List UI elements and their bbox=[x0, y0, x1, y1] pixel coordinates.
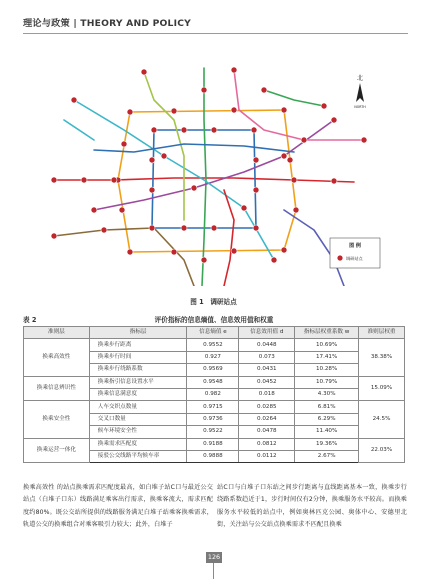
station-marker bbox=[293, 207, 299, 213]
station-marker bbox=[151, 127, 157, 133]
utility-cell: 0.0478 bbox=[239, 426, 295, 438]
legend-station-marker bbox=[337, 255, 342, 260]
station-marker bbox=[191, 185, 197, 191]
station-marker bbox=[321, 103, 327, 109]
indicator-weight-cell: 2.67% bbox=[295, 450, 359, 462]
page-number: 126 bbox=[207, 553, 221, 561]
station-marker bbox=[251, 127, 257, 133]
station-marker bbox=[141, 69, 147, 75]
station-marker bbox=[201, 87, 207, 93]
station-marker bbox=[287, 157, 293, 163]
entropy-cell: 0.9715 bbox=[187, 401, 239, 413]
station-marker bbox=[261, 87, 267, 93]
station-marker bbox=[331, 178, 337, 184]
station-marker bbox=[181, 127, 187, 133]
station-marker bbox=[291, 177, 297, 183]
station-marker bbox=[211, 225, 217, 231]
station-marker bbox=[253, 157, 259, 163]
table-title: 评价指标的信息熵值、信息效用值和权重 bbox=[154, 316, 274, 324]
indicator-weight-cell: 10.28% bbox=[295, 364, 359, 376]
indicator-cell: 换乘步行时间 bbox=[89, 351, 187, 363]
header-indicator-weight: 指标层权重系数 w bbox=[295, 327, 359, 339]
utility-cell: 0.0112 bbox=[239, 450, 295, 462]
entropy-cell: 0.9888 bbox=[187, 450, 239, 462]
indicator-cell: 交叉口数量 bbox=[89, 413, 187, 425]
station-marker bbox=[171, 108, 177, 114]
body-paragraph-right: 站C口与白堆子口东站之间步行距离与直线距离基本一致，换乘步行绕路系数趋近于1，步行时间仅有2分钟，换乘服务水平较高。而换乘服务水平较低的站点中，例如奥林匹克公园、奥体中心、安德里北街，关注站与公交站点换乘需求不匹配且换乘 bbox=[217, 484, 407, 529]
criterion-weight-cell: 38.38% bbox=[359, 339, 405, 376]
body-paragraph-left: 换乘高效性 的站点换乘需求匹配度最高，如白堆子站C口与最近公交站点（白堆子口东）线路满足乘客出行需求，换乘客流大，需求匹配度约80%。既公交站所提供的线路服务满足白堆子站乘客换乘需求，轨道公交的换乘组合对乘客吸引力较大；此外，白堆子 bbox=[23, 484, 213, 529]
station-marker bbox=[127, 249, 133, 255]
north-label-cn: 北 bbox=[356, 75, 364, 82]
indicator-weight-cell: 10.69% bbox=[295, 339, 359, 351]
station-marker bbox=[301, 137, 307, 143]
utility-cell: 0.0285 bbox=[239, 401, 295, 413]
station-marker bbox=[241, 205, 247, 211]
station-marker bbox=[81, 177, 87, 183]
table-number: 表 2 bbox=[23, 316, 37, 324]
indicator-weight-cell: 19.36% bbox=[295, 438, 359, 450]
running-header bbox=[23, 14, 408, 30]
station-marker bbox=[331, 117, 337, 123]
criterion-cell: 换乘高效性 bbox=[24, 339, 90, 376]
utility-cell: 0.0431 bbox=[239, 364, 295, 376]
station-marker bbox=[281, 153, 287, 159]
indicator-weight-cell: 10.79% bbox=[295, 376, 359, 388]
entropy-cell: 0.9736 bbox=[187, 413, 239, 425]
utility-cell: 0.073 bbox=[239, 351, 295, 363]
station-marker bbox=[181, 225, 187, 231]
subway-line bbox=[224, 190, 234, 286]
station-marker bbox=[111, 177, 117, 183]
station-marker bbox=[201, 257, 207, 263]
header-indicator: 指标层 bbox=[89, 327, 187, 339]
subway-lines bbox=[54, 68, 364, 286]
figure-caption: 图 1 调研站点 bbox=[190, 298, 237, 306]
subway-line bbox=[202, 68, 206, 286]
page-number-line bbox=[213, 563, 214, 579]
entropy-cell: 0.982 bbox=[187, 388, 239, 400]
header-rule bbox=[23, 33, 408, 34]
station-marker bbox=[51, 233, 57, 239]
utility-cell: 0.0812 bbox=[239, 438, 295, 450]
station-marker bbox=[119, 207, 125, 213]
indicator-weight-cell: 6.29% bbox=[295, 413, 359, 425]
criterion-weight-cell: 24.5% bbox=[359, 401, 405, 438]
table-row bbox=[24, 339, 405, 351]
legend-item-label: 调研站点 bbox=[346, 256, 363, 261]
indicator-cell: 人车交织点数量 bbox=[89, 401, 187, 413]
table-row bbox=[24, 438, 405, 450]
subway-line bbox=[54, 228, 194, 286]
station-marker bbox=[231, 248, 237, 254]
table-row bbox=[24, 376, 405, 388]
table-header-row bbox=[24, 327, 405, 339]
header-entropy: 信息熵值 e bbox=[187, 327, 239, 339]
station-marker bbox=[281, 107, 287, 113]
station-marker bbox=[281, 247, 287, 253]
station-marker bbox=[91, 207, 97, 213]
station-marker bbox=[121, 141, 127, 147]
station-marker bbox=[253, 187, 259, 193]
criterion-weight-cell: 22.03% bbox=[359, 438, 405, 463]
station-marker bbox=[127, 109, 133, 115]
legend-title: 图 例 bbox=[349, 243, 361, 249]
table-row bbox=[24, 401, 405, 413]
station-marker bbox=[51, 177, 57, 183]
indicator-weight-cell: 11.40% bbox=[295, 426, 359, 438]
utility-cell: 0.0452 bbox=[239, 376, 295, 388]
indicator-cell: 换乘步行绕路系数 bbox=[89, 364, 187, 376]
station-marker bbox=[361, 137, 367, 143]
station-marker bbox=[231, 107, 237, 113]
subway-line bbox=[264, 90, 324, 106]
north-label-en: NORTH bbox=[354, 105, 366, 109]
criterion-cell: 换乘信息辨识性 bbox=[24, 376, 90, 401]
entropy-cell: 0.9548 bbox=[187, 376, 239, 388]
entropy-cell: 0.9552 bbox=[187, 339, 239, 351]
indicator-weight-cell: 4.30% bbox=[295, 388, 359, 400]
header-title: 理论与政策 | THEORY AND POLICY bbox=[23, 18, 191, 29]
station-marker bbox=[271, 257, 277, 263]
weights-table bbox=[23, 326, 405, 463]
indicator-cell: 候车环境安全性 bbox=[89, 426, 187, 438]
indicator-cell: 换乘步行距离 bbox=[89, 339, 187, 351]
station-marker bbox=[71, 97, 77, 103]
station-marker bbox=[149, 187, 155, 193]
criterion-cell: 换乘安全性 bbox=[24, 401, 90, 438]
utility-cell: 0.0448 bbox=[239, 339, 295, 351]
station-markers bbox=[51, 67, 367, 263]
map-legend bbox=[330, 238, 380, 268]
table-body bbox=[24, 339, 405, 463]
entropy-cell: 0.927 bbox=[187, 351, 239, 363]
subway-map bbox=[34, 60, 386, 286]
north-arrow-icon bbox=[356, 83, 364, 102]
entropy-cell: 0.9569 bbox=[187, 364, 239, 376]
indicator-cell: 换乘指引信息设置水平 bbox=[89, 376, 187, 388]
utility-cell: 0.018 bbox=[239, 388, 295, 400]
criterion-weight-cell: 15.09% bbox=[359, 376, 405, 401]
station-marker bbox=[149, 157, 155, 163]
station-marker bbox=[211, 127, 217, 133]
indicator-weight-cell: 17.41% bbox=[295, 351, 359, 363]
station-marker bbox=[101, 227, 107, 233]
header-utility: 信息效用值 d bbox=[239, 327, 295, 339]
entropy-cell: 0.9522 bbox=[187, 426, 239, 438]
criterion-cell: 换乘运营一体化 bbox=[24, 438, 90, 463]
station-marker bbox=[161, 153, 167, 159]
utility-cell: 0.0264 bbox=[239, 413, 295, 425]
station-marker bbox=[171, 249, 177, 255]
subway-line bbox=[64, 120, 94, 140]
indicator-cell: 换乘需求匹配度 bbox=[89, 438, 187, 450]
north-arrow bbox=[354, 74, 366, 109]
header-criterion-weight: 准则层权重 bbox=[359, 327, 405, 339]
header-criterion: 准则层 bbox=[24, 327, 90, 339]
indicator-cell: 接驳公交线路平均候车率 bbox=[89, 450, 187, 462]
station-marker bbox=[149, 225, 155, 231]
indicator-cell: 换乘信息满意度 bbox=[89, 388, 187, 400]
station-marker bbox=[231, 67, 237, 73]
indicator-weight-cell: 6.81% bbox=[295, 401, 359, 413]
entropy-cell: 0.9188 bbox=[187, 438, 239, 450]
station-marker bbox=[253, 225, 259, 231]
